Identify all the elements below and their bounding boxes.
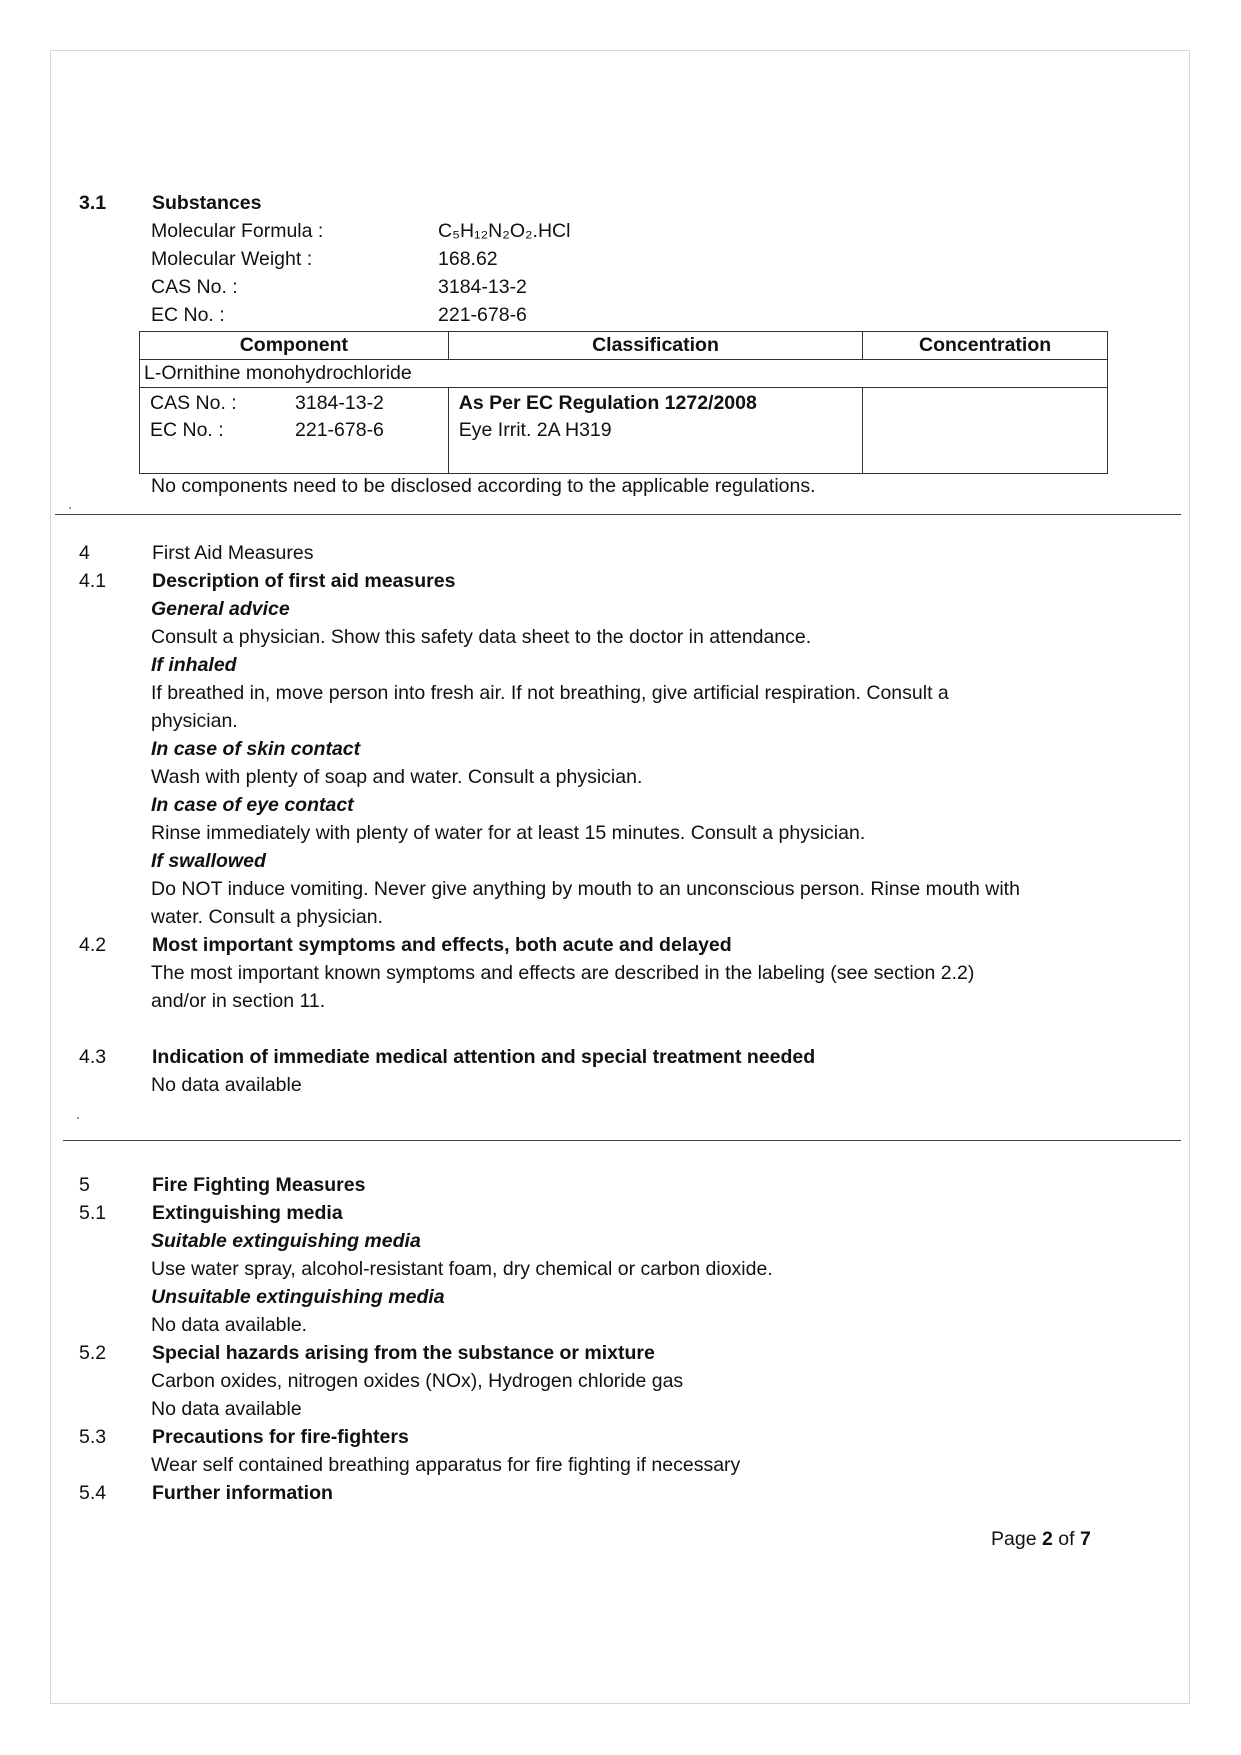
stray-dot [69,507,71,509]
section-title-further-information: Further information [152,1482,333,1504]
stray-dot-2 [77,1117,79,1119]
section-title-fire-fighting: Fire Fighting Measures [152,1174,366,1196]
if-swallowed-text-line-2: water. Consult a physician. [151,906,383,928]
if-inhaled-heading: If inhaled [151,654,237,676]
table-ec-label: EC No. : [150,419,224,441]
if-swallowed-text-line-1: Do NOT induce vomiting. Never give anything by mouth to an unconscious person. Rinse mouth with [151,878,1020,900]
section-number-5-3: 5.3 [79,1426,107,1448]
section-title-first-aid-description: Description of first aid measures [152,570,456,592]
molecular-formula-label: Molecular Formula : [151,220,324,242]
classification-cell [448,388,862,474]
section-title-precautions: Precautions for fire-fighters [152,1426,409,1448]
cas-number-label: CAS No. : [151,276,238,298]
page-number [991,1527,1091,1551]
header-concentration: Concentration [863,332,1108,360]
molecular-weight-value: 168.62 [438,248,498,270]
precautions-text: Wear self contained breathing apparatus for fire fighting if necessary [151,1454,741,1476]
special-hazards-text-line-2: No data available [151,1398,302,1420]
substance-name: L-Ornithine monohydrochloride [140,360,1108,388]
section-number-5-1: 5.1 [79,1202,107,1224]
unsuitable-media-heading: Unsuitable extinguishing media [151,1286,445,1308]
general-advice-heading: General advice [151,598,290,620]
disclosure-note: No components need to be disclosed according to the applicable regulations. [151,475,816,497]
section-number-4-1: 4.1 [79,570,107,592]
header-component: Component [140,332,449,360]
page-current: 2 [1041,1528,1053,1550]
section-divider-1 [55,514,1181,515]
section-title-first-aid: First Aid Measures [152,542,314,564]
hazard-text: Eye Irrit. 2A H319 [458,419,612,441]
table-cas-value: 3184-13-2 [295,392,384,414]
section-number-4-2: 4.2 [79,934,107,956]
cas-number-value: 3184-13-2 [438,276,527,298]
component-name-row [140,360,1108,388]
concentration-cell [863,388,1108,474]
component-table [139,331,1108,474]
if-inhaled-text-line-1: If breathed in, move person into fresh air. If not breathing, give artificial respiration. Consult a [151,682,949,704]
unsuitable-media-text: No data available. [151,1314,308,1336]
eye-contact-heading: In case of eye contact [151,794,354,816]
table-cas-label: CAS No. : [150,392,237,414]
if-inhaled-text-line-2: physician. [151,710,238,732]
of-word: of [1058,1528,1075,1550]
section-title-medical-attention: Indication of immediate medical attention and special treatment needed [152,1046,816,1068]
page-word: Page [991,1528,1037,1550]
page-total: 7 [1079,1528,1091,1550]
section-divider-2 [63,1140,1181,1141]
general-advice-text: Consult a physician. Show this safety data sheet to the doctor in attendance. [151,626,812,648]
component-ids-cell [140,388,449,474]
symptoms-text-line-1: The most important known symptoms and effects are described in the labeling (see section 2.2) [151,962,975,984]
skin-contact-text: Wash with plenty of soap and water. Consult a physician. [151,766,643,788]
molecular-formula-value: C₅H₁₂N₂O₂.HCl [438,220,571,242]
eye-contact-text: Rinse immediately with plenty of water for at least 15 minutes. Consult a physician. [151,822,866,844]
section-title-special-hazards: Special hazards arising from the substance or mixture [152,1342,655,1364]
molecular-weight-label: Molecular Weight : [151,248,313,270]
symptoms-text-line-2: and/or in section 11. [151,990,326,1012]
suitable-media-text: Use water spray, alcohol-resistant foam, dry chemical or carbon dioxide. [151,1258,773,1280]
component-detail-row [140,388,1108,474]
section-number-3-1: 3.1 [79,192,107,214]
ec-number-value: 221-678-6 [438,304,527,326]
section-number-5-2: 5.2 [79,1342,107,1364]
component-table-header-row [140,332,1108,360]
section-title-symptoms: Most important symptoms and effects, both acute and delayed [152,934,732,956]
section-number-4: 4 [79,542,90,564]
special-hazards-text-line-1: Carbon oxides, nitrogen oxides (NOx), Hydrogen chloride gas [151,1370,684,1392]
table-ec-value: 221-678-6 [295,419,384,441]
section-title-substances: Substances [152,192,262,214]
header-classification: Classification [448,332,862,360]
suitable-media-heading: Suitable extinguishing media [151,1230,421,1252]
regulation-text: As Per EC Regulation 1272/2008 [458,392,757,414]
section-number-5: 5 [79,1174,90,1196]
if-swallowed-heading: If swallowed [151,850,266,872]
medical-attention-text: No data available [151,1074,302,1096]
section-title-extinguishing-media: Extinguishing media [152,1202,343,1224]
section-number-5-4: 5.4 [79,1482,107,1504]
ec-number-label: EC No. : [151,304,225,326]
section-number-4-3: 4.3 [79,1046,107,1068]
skin-contact-heading: In case of skin contact [151,738,361,760]
